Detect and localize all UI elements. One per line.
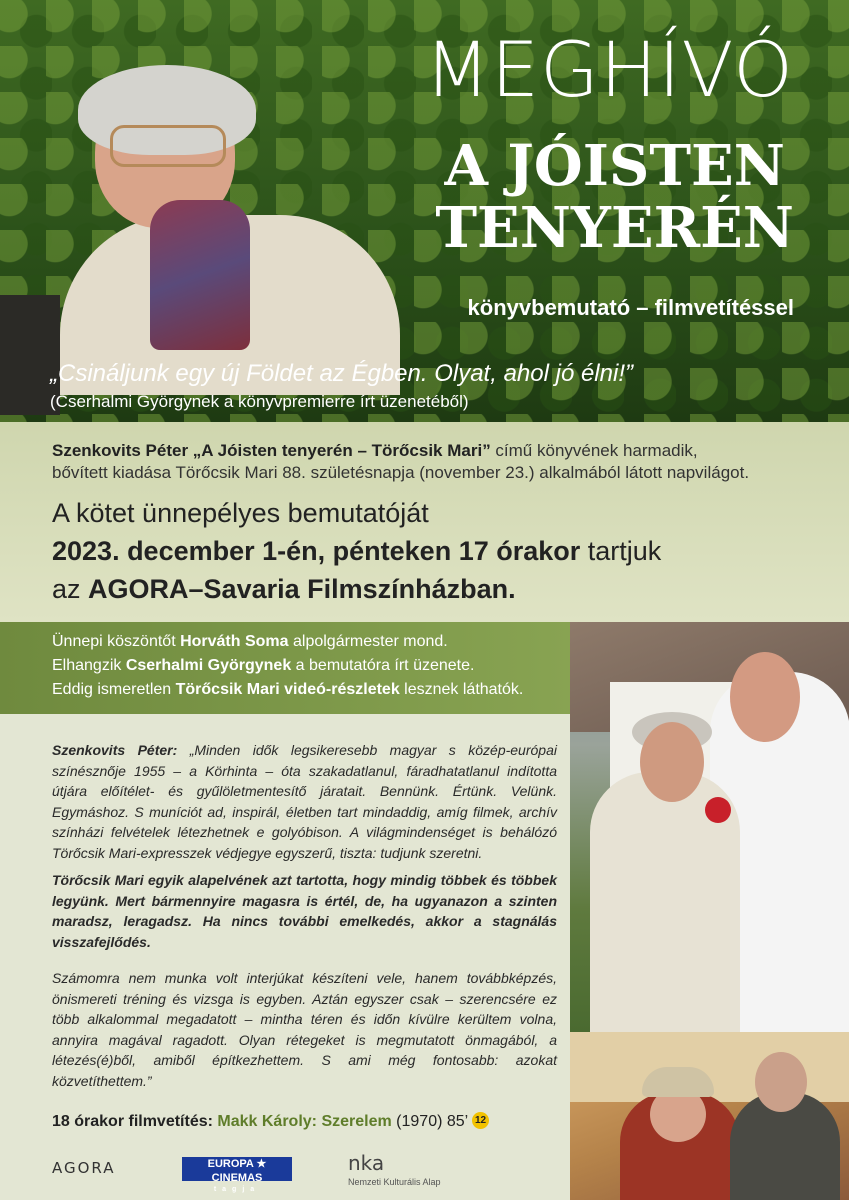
program-line2-post: a bemutatóra írt üzenete. [291, 657, 475, 674]
event-date: 2023. december 1-én, pénteken 17 órakor [52, 536, 581, 566]
event-date-rest: tartjuk [580, 536, 662, 566]
program-line3-post: lesznek láthatók. [399, 681, 524, 698]
article-paragraph-3: Számomra nem munka volt interjúkat készíteni vele, hanem továbbképzés, önismereti tréning és vizsga is egyben. Aztán egyszer csak – szerencsére ez több alkalommal megadatott – mintha téren és időn kívülre kerültem volna, annyira magával ragadott. Olyan rétegeket is megmutatott önmagából, a létezés(é)ből, amiből építkezhettem. S ami még fontosabb: azokat közvetíthettem.” [52, 970, 557, 1089]
program-line2 [52, 654, 523, 678]
intro-line2: bővített kiadása Törőcsik Mari 88. születésnapja (november 23.) alkalmából látott napvilágot. [52, 463, 750, 482]
program-lines [52, 630, 523, 702]
article-section [0, 714, 570, 1200]
book-title-line1: A JÓISTEN [444, 133, 785, 199]
event-subtitle: könyvbemutató – filmvetítéssel [467, 295, 794, 320]
invitation-kicker: MEGHÍVÓ [424, 25, 794, 114]
hat [642, 1067, 714, 1097]
event-venue-line [52, 574, 516, 605]
book-title-line2: TENYERÉN [435, 195, 794, 261]
man-face [730, 652, 800, 742]
europa-cinemas-sub: tagja [213, 1186, 261, 1193]
man-face [755, 1052, 807, 1112]
woman-face [640, 722, 704, 802]
quote-source: (Cserhalmi Györgynek a könyvpremierre írt üzenetéből) [50, 392, 469, 411]
event-venue-pre: az [52, 574, 89, 604]
program-line1-pre: Ünnepi köszöntőt [52, 633, 181, 650]
film-pre: 18 órakor filmvetítés: [52, 1113, 218, 1130]
agora-logo: AGORA [52, 1159, 116, 1177]
interview-photo [570, 1032, 849, 1200]
film-title: Makk Károly: Szerelem [217, 1113, 392, 1130]
program-line2-pre: Elhangzik [52, 657, 126, 674]
event-line1: A kötet ünnepélyes bemutatóját [52, 498, 429, 528]
quote-text: „Csináljunk egy új Földet az Égben. Olyat, ahol jó élni!” [50, 360, 633, 387]
program-message-author: Cserhalmi Györgynek [125, 657, 292, 674]
intro-section [0, 422, 849, 622]
event-venue: AGORA–Savaria Filmszínházban. [88, 574, 516, 604]
program-line1 [52, 630, 523, 654]
program-band [0, 622, 570, 714]
program-line1-post: alpolgármester mond. [288, 633, 448, 650]
film-screening-line [52, 1112, 489, 1131]
film-info: (1970) 85’ [391, 1113, 473, 1130]
scarf [150, 200, 250, 350]
program-speaker: Horváth Soma [180, 633, 289, 650]
nka-logo: nka [348, 1151, 385, 1175]
article-paragraph-1 [52, 740, 557, 863]
intro-author-title: Szenkovits Péter „A Jóisten tenyerén – Törőcsik Mari” [52, 441, 491, 460]
program-line3-pre: Eddig ismeretlen [52, 681, 176, 698]
event-date-line [52, 536, 661, 567]
hero-section [0, 0, 849, 422]
glasses [110, 125, 226, 167]
intro-text [52, 440, 812, 484]
europa-cinemas-main: EUROPA ★ CINEMAS [207, 1158, 267, 1184]
sponsor-logos [0, 1145, 570, 1200]
intro-rest: című könyvének harmadik, [490, 441, 698, 460]
article-p1-text: „Minden idők legsikeresebb magyar s közép-európai színésznője 1955 – a Körhinta – óta szakadatlanul, fáradhatatlanul indította útjára előítélet- és gyűlöletmentesítő járatait. Bennünk. Értünk. Velünk. Egymáshoz. S muníciót ad, inspirál, életben tart mindaddig, amíg filmek, archív színházi felvételek létezhetnek e golyóbison. A világmindenséget is behálózó Törőcsik Mari-expresszek védjegye egyszerű, tiszta: tudjunk szeretni. [52, 742, 557, 861]
quote-block [50, 360, 633, 412]
nka-logo-sub: Nemzeti Kulturális Alap [348, 1177, 441, 1187]
program-line3 [52, 678, 523, 702]
article-paragraph-2: Törőcsik Mari egyik alapelvének azt tartotta, hogy mindig többek és többek legyünk. Mert bármennyire magasra is értél, de, ha ugyanazon a szinten maradsz, leragadsz. Ha nincs további emelkedés, akkor a stagnálás visszafejlődés. [52, 872, 557, 950]
couple-photo [570, 622, 849, 1032]
europa-cinemas-logo [182, 1157, 292, 1193]
rose [705, 797, 731, 823]
article-author: Szenkovits Péter: [52, 742, 178, 758]
age-rating-badge: 12 [472, 1112, 489, 1129]
program-videos: Törőcsik Mari videó-részletek [175, 681, 400, 698]
book-title [435, 135, 794, 259]
